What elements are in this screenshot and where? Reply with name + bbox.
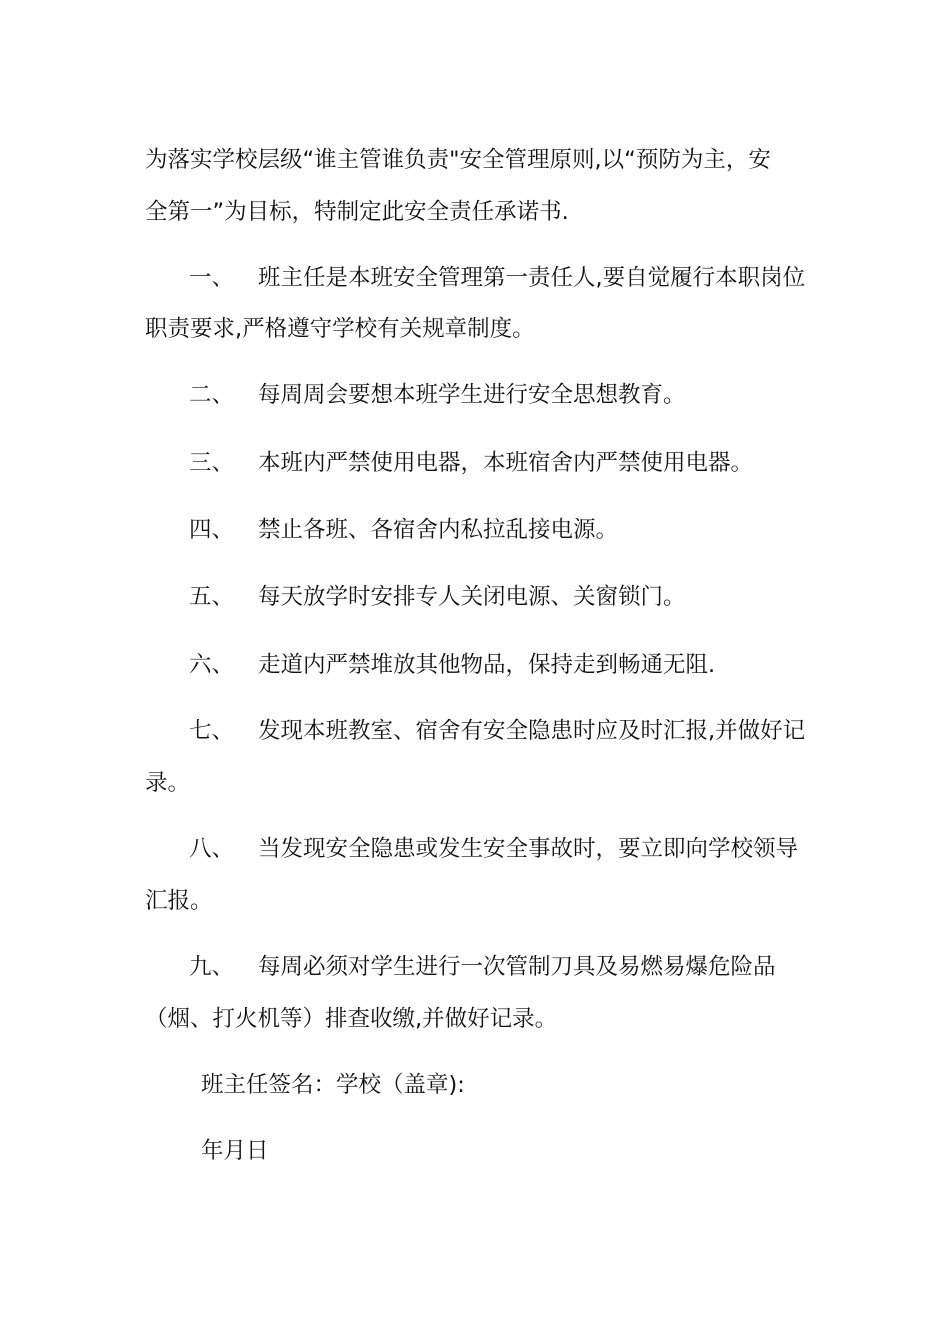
item-5-number: 五、 (189, 584, 235, 610)
item-9-line-2: （烟、打火机等）排查收缴,并做好记录。 (145, 1006, 558, 1032)
item-6-number: 六、 (189, 652, 235, 678)
item-4-line-1: 禁止各班、各宿舍内私拉乱接电源。 (258, 517, 619, 543)
item-6-line-1: 走道内严禁堆放其他物品，保持走到畅通无阻. (258, 652, 716, 678)
item-7-number: 七、 (189, 718, 235, 744)
item-3-line-1: 本班内严禁使用电器，本班宿舍内严禁使用电器。 (258, 450, 754, 476)
date-line: 年月日 (201, 1138, 269, 1164)
intro-line-1: 为落实学校层级“谁主管谁负责"安全管理原则,以“预防为主，安 (145, 147, 771, 173)
item-2-number: 二、 (189, 382, 235, 408)
item-4-number: 四、 (189, 517, 235, 543)
intro-line-2: 全第一”为目标，特制定此安全责任承诺书. (145, 199, 569, 225)
item-1-line-1: 班主任是本班安全管理第一责任人,要自觉履行本职岗位 (258, 265, 806, 291)
item-9-line-1: 每周必须对学生进行一次管制刀具及易燃易爆危险品 (258, 954, 776, 980)
item-1-number: 一、 (189, 265, 235, 291)
item-9-number: 九、 (189, 954, 235, 980)
item-8-number: 八、 (189, 836, 235, 862)
item-3-number: 三、 (189, 450, 235, 476)
item-8-line-2: 汇报。 (145, 888, 213, 914)
item-5-line-1: 每天放学时安排专人关闭电源、关窗锁门。 (258, 584, 686, 610)
item-7-line-1: 发现本班教室、宿舍有安全隐患时应及时汇报,并做好记 (258, 718, 806, 744)
item-8-line-1: 当发现安全隐患或发生安全事故时，要立即向学校领导 (258, 836, 799, 862)
item-7-line-2: 录。 (145, 770, 191, 796)
item-1-line-2: 职责要求,严格遵守学校有关规章制度。 (145, 316, 535, 342)
item-2-line-1: 每周周会要想本班学生进行安全思想教育。 (258, 382, 686, 408)
signature-line: 班主任签名：学校（盖章): (201, 1072, 465, 1098)
